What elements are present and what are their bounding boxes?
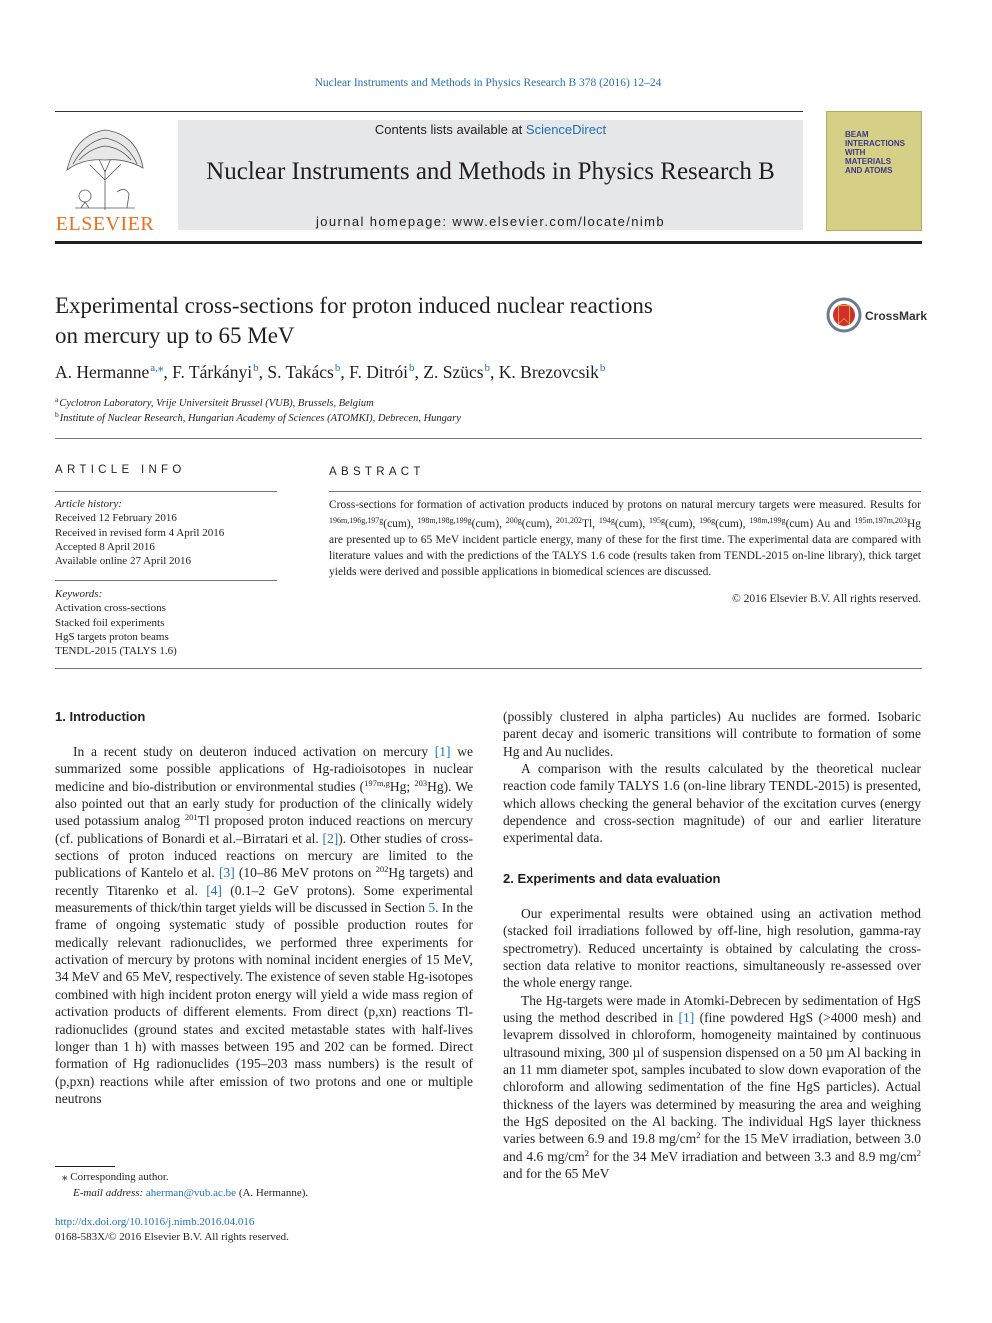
cover-line: AND ATOMS	[845, 166, 893, 175]
keyword[interactable]: HgS targets proton beams	[55, 630, 169, 643]
elsevier-tree-icon	[55, 120, 155, 212]
keyword[interactable]: Activation cross-sections	[55, 602, 166, 615]
author-affiliation-mark[interactable]: a,⁎	[150, 362, 164, 374]
author-affiliation-mark[interactable]: b	[599, 362, 606, 374]
crossmark-icon	[826, 297, 862, 333]
intro-paragraph: In a recent study on deuteron induced activation on mercury [1] we summarized some possible applications of Hg-radioisotopes in nuclear medicine and bio-distribution or environmental studies ($^{197m,g}$Hg; $^{203}$Hg). We also pointed out that an early study for production of the clinically widely used potassium analog $^{201}$Tl proposed proton induced reactions on mercury (cf. publications of Bonardi et al.–Birratari et al. [2]). Other studies of cross-sections of proton induced reactions on mercury are limited to the publications of Kantelo et al. [3] (10–86 MeV protons on $^{202}$Hg targets) and recently Titarenko et al. [4] (0.1–2 GeV protons). Some experimental measurements of thick/thin target yields will be discussed in Section 5. In the frame of ongoing systematic study of possible production routes for medically relevant radionuclides, we performed three experiments for activation of mercury by protons with nominal incident energies of 15 MeV, 34 MeV and 65 MeV, respectively. The existence of seven stable Hg-isotopes combined with high incident proton energy will yield a wide mass region of activation products of different elements. From direct (p,xn) reactions Tl-radionuclides (ground states and excited metastable states with half-lives longer than 1 h) with masses between 195 and 202 can be formed. Direct formation of Hg radionuclides (195–203 mass numbers) is the result of (p,pxn) reactions while after emission of two protons and one or multiple neutrons	[55, 744, 474, 1106]
affiliation-text: Institute of Nuclear Research, Hungarian Academy of Sciences (ATOMKI), Debrecen, Hungary	[59, 413, 461, 424]
method-paragraph: Our experimental results were obtained using an activation method (stacked foil irradiations followed by off-line, high resolution, gamma-ray spectrometry). Reduced uncertainty is obtained by calculating the cross-section data relative to monitor reactions, simultaneously re-assessed over the whole energy range.	[503, 906, 921, 991]
header-rule-top	[55, 111, 803, 112]
email-link[interactable]: aherman@vub.ac.be	[145, 1187, 237, 1199]
author-affiliation-mark[interactable]: b	[334, 362, 341, 374]
section-2-text	[503, 905, 921, 1183]
header-rule-bottom	[55, 241, 922, 244]
abstract-copyright: © 2016 Elsevier B.V. All rights reserved.	[732, 593, 921, 605]
abstract-heading: ABSTRACT	[329, 466, 425, 478]
ref-link-1b[interactable]: [1]	[678, 1010, 695, 1026]
abstract-rule	[329, 491, 921, 492]
keywords-label: Keywords:	[55, 588, 103, 600]
journal-reference[interactable]: Nuclear Instruments and Methods in Physics Research B 378 (2016) 12–24	[314, 77, 662, 89]
ref-link-1[interactable]: [1]	[434, 744, 451, 759]
author-name[interactable]: A. Hermanne	[55, 362, 150, 382]
author-affiliation-mark[interactable]: b	[253, 362, 259, 374]
affiliation-label: a	[55, 395, 59, 404]
corresponding-author: ⁎ Corresponding author.	[62, 1171, 169, 1183]
journal-title: Nuclear Instruments and Methods in Physics Research B	[206, 158, 775, 185]
doi-link[interactable]: http://dx.doi.org/10.1016/j.nimb.2016.04.016	[55, 1216, 255, 1228]
cover-line: MATERIALS	[845, 157, 892, 166]
ref-link-4[interactable]: [4]	[206, 882, 222, 898]
author-name[interactable]: Z. Szücs	[423, 362, 484, 382]
contents-prefix: Contents lists available at	[374, 122, 526, 137]
journal-banner	[178, 120, 803, 230]
author-name[interactable]: F. Ditrói	[349, 362, 408, 382]
author-affiliation-mark[interactable]: b	[409, 362, 415, 374]
title-line-1: Experimental cross-sections for proton induced nuclear reactions	[55, 293, 653, 318]
history-item: Accepted 8 April 2016	[55, 540, 155, 553]
ref-link-2[interactable]: [2]	[322, 830, 339, 846]
keyword[interactable]: Stacked foil experiments	[55, 616, 165, 629]
journal-homepage[interactable]: journal homepage: www.elsevier.com/locate/nimb	[315, 214, 666, 229]
affiliation-text: Cyclotron Laboratory, Vrije Universiteit Brussel (VUB), Brussels, Belgium	[59, 398, 374, 409]
author-list: A. Hermanne$^{a,⁎}$, F. Tárkányi$^b$, S. Takács$^b$, F. Ditrói$^b$, Z. Szücs$^b$, K. Brezovcsik$^b$	[55, 362, 606, 382]
section-link-5[interactable]: 5	[428, 900, 436, 916]
author-name[interactable]: S. Takács	[267, 362, 334, 382]
section-2-title: 2. Experiments and data evaluation	[503, 871, 721, 886]
footnote-rule	[55, 1166, 115, 1167]
affiliation-divider	[55, 438, 922, 439]
history-label: Article history:	[55, 498, 122, 510]
sciencedirect-link[interactable]: ScienceDirect	[525, 122, 607, 137]
author-name[interactable]: K. Brezovcsik	[498, 362, 599, 382]
article-title	[55, 291, 775, 351]
affiliation-b	[55, 410, 461, 424]
title-line-2: on mercury up to 65 MeV	[55, 323, 295, 348]
section-1-title: 1. Introduction	[55, 709, 146, 724]
affiliation-label: b	[55, 410, 59, 419]
keywords	[55, 587, 277, 658]
body-divider	[55, 668, 922, 669]
author-affiliation-mark[interactable]: b	[484, 362, 491, 374]
keywords-rule	[55, 580, 277, 581]
affiliation-a	[55, 395, 374, 409]
right-column	[503, 708, 921, 847]
history-item: Available online 27 April 2016	[55, 555, 192, 568]
target-paragraph: The Hg-targets were made in Atomki-Debrecen by sedimentation of HgS using the method described in [1] (fine powdered HgS (>4000 mesh) and levaprem dissolved in chloroform, homogeneity maintained by continuous ultrasound mixing, 300 µl of suspension dispensed on a 50 µm Al backing in an 11 mm diameter spot, samples incubated to slow down evaporation of the chloroform and allowing sedimentation of the fine HgS particles). Actual thickness of the layers was determined by measuring the area and weighing the HgS deposited on the Al backing. The individual HgS layer thickness varies between 6.9 and 19.8 $mg/cm^2$ for the 15 MeV irradiation, between 3.0 and 4.6 $mg/cm^2$ for the 34 MeV irradiation and between 3.3 and 8.9 $mg/cm^2$ and for the 65 MeV	[503, 992, 921, 1182]
issn-line: 0168-583X/© 2016 Elsevier B.V. All rights reserved.	[55, 1231, 289, 1243]
crossmark-label: CrossMark	[865, 309, 928, 323]
contents-line	[178, 120, 803, 137]
ref-link-3[interactable]: [3]	[218, 865, 235, 881]
elsevier-wordmark: ELSEVIER	[55, 213, 155, 235]
history-item: Received 12 February 2016	[55, 512, 177, 525]
cover-title	[845, 130, 905, 175]
cover-line: BEAM	[845, 130, 869, 139]
abstract-text: Cross-sections for formation of activation products induced by protons on natural mercury targets were measured. Results for $^{196m,196g,197g}$(cum), $^{198m,198g,199g}$(cum), $^{200g}$(cum), $^{201,202}$Tl, $^{194g}$(cum), $^{195g}$(cum), $^{196g}$(cum), $^{198m,199g}$(cum) Au and $^{195m,197m,203}$Hg are presented up to 65 MeV incident particle energy, many of these for the first time. The experimental data are compared with literature values and with the predictions of the TALYS 1.6 code (results taken from TENDL-2015 on-line library), thick target yields were derived and possible applications in biomedical sciences are discussed.	[329, 499, 921, 578]
author-name[interactable]: F. Tárkányi	[172, 362, 253, 382]
article-info-heading: ARTICLE INFO	[55, 464, 186, 476]
talys-paragraph: A comparison with the results calculated by the theoretical nuclear reaction code family TALYS 1.6 (on-line library TENDL-2015) is presented, which allows checking the general behavior of the excitation curves (energy dependence and cross-section magnitude) of our and earlier literature experimental data.	[503, 761, 921, 846]
email-line: E-mail address: aherman@vub.ac.be (A. Hermanne).	[73, 1187, 309, 1199]
elsevier-logo[interactable]	[55, 120, 155, 236]
cover-line: INTERACTIONS	[845, 139, 905, 148]
keyword[interactable]: TENDL-2015 (TALYS 1.6)	[55, 645, 177, 658]
journal-cover-thumbnail[interactable]	[826, 111, 922, 231]
history-item: Received in revised form 4 April 2016	[55, 526, 225, 539]
article-history	[55, 497, 277, 568]
cover-line: WITH	[845, 148, 866, 157]
crossmark-badge[interactable]	[826, 297, 926, 335]
intro-continuation: (possibly clustered in alpha particles) Au nuclides are formed. Isobaric parent decay and isomeric transitions will contribute to formation of some Hg and Au nuclides.	[503, 709, 921, 759]
article-info-rule	[55, 491, 277, 492]
